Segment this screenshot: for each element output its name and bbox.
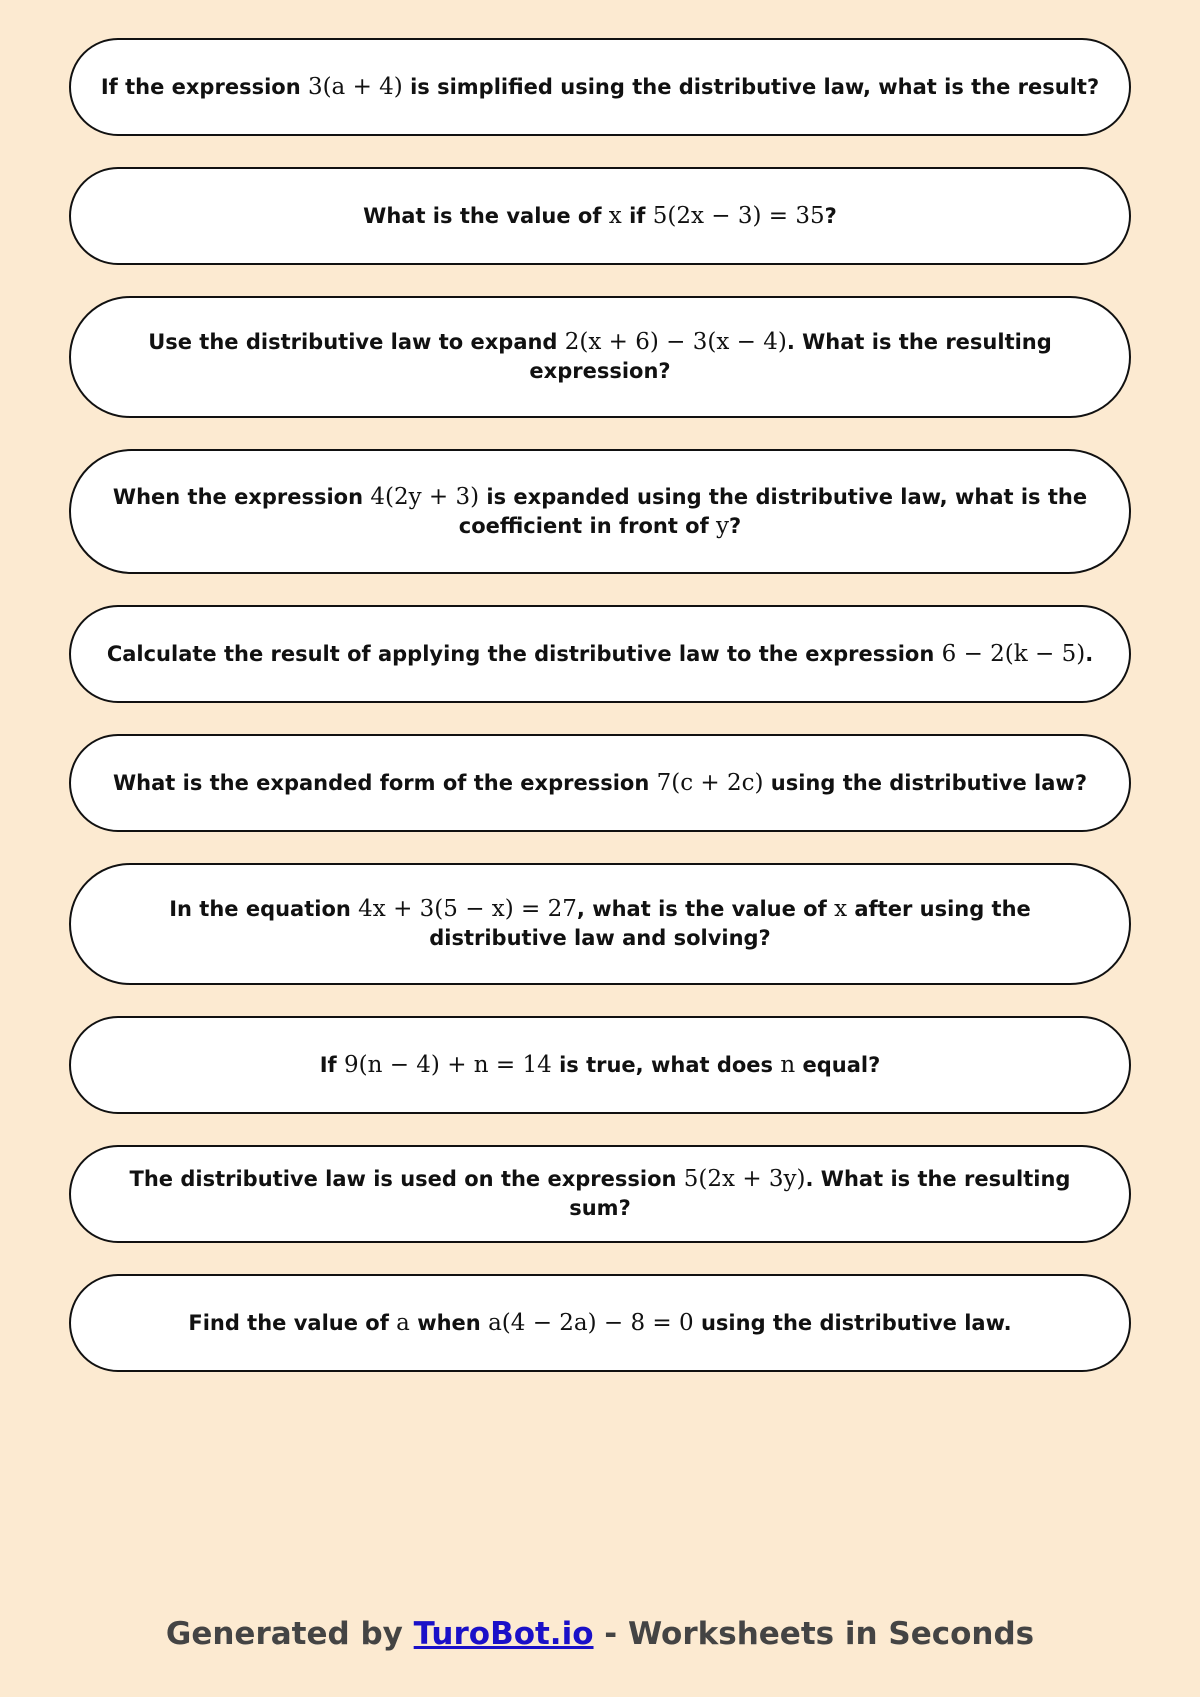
question-text-segment: If — [319, 1052, 344, 1077]
math-expression: 5(2x − 3) = 35 — [652, 202, 825, 229]
question-card-1 — [69, 38, 1131, 136]
question-text-segment: The distributive law is used on the expression — [129, 1167, 684, 1191]
math-expression: 2(x + 6) − 3(x − 4) — [564, 329, 787, 355]
question-text-segment: . — [1085, 641, 1094, 666]
question-text-segment: If the expression — [100, 74, 308, 99]
question-text-7 — [97, 895, 1103, 953]
question-text-9 — [97, 1165, 1103, 1223]
question-text-segment: , what is the value of — [576, 897, 835, 921]
math-expression: n — [780, 1051, 796, 1078]
question-text-segment: is expanded using the distributive law, what is the coefficient in front of — [458, 484, 1088, 538]
question-card-9 — [69, 1145, 1131, 1243]
math-expression: 7(c + 2c) — [656, 769, 764, 796]
question-card-6 — [69, 734, 1131, 832]
question-text-segment: ? — [729, 513, 742, 538]
question-text-segment: What is the expanded form of the expression — [113, 770, 657, 795]
math-expression: 4(2y + 3) — [370, 483, 480, 510]
question-card-10 — [69, 1274, 1131, 1372]
math-expression: a — [396, 1309, 410, 1336]
question-text-5 — [107, 640, 1093, 669]
math-expression: y — [716, 512, 730, 539]
question-text-segment: Use the distributive law to expand — [148, 330, 565, 354]
question-text-segment: . What is the resulting expression? — [529, 330, 1052, 383]
question-text-2 — [363, 202, 837, 231]
question-text-segment: using the distributive law? — [763, 770, 1087, 795]
question-text-segment: is simplified using the distributive law, what is the result? — [402, 74, 1100, 99]
math-expression: 5(2x + 3y) — [683, 1166, 806, 1192]
question-text-6 — [113, 769, 1087, 798]
math-expression: 9(n − 4) + n = 14 — [343, 1051, 552, 1078]
math-expression: 6 − 2(k − 5) — [941, 640, 1086, 667]
question-text-1 — [101, 73, 1099, 102]
question-text-segment: Find the value of — [188, 1310, 397, 1335]
question-text-segment: when — [409, 1310, 489, 1335]
question-text-segment: ? — [824, 203, 837, 228]
question-text-segment: . What is the resulting sum? — [569, 1167, 1071, 1220]
question-text-3 — [97, 328, 1103, 386]
question-text-segment: What is the value of — [363, 203, 609, 228]
question-card-5 — [69, 605, 1131, 703]
turobot-link[interactable]: TuroBot.io — [413, 1616, 594, 1652]
question-text-segment: When the expression — [112, 484, 371, 509]
footer-prefix: Generated by — [165, 1616, 414, 1652]
question-text-8 — [320, 1051, 881, 1080]
question-text-segment: using the distributive law. — [693, 1310, 1012, 1335]
footer-credit — [0, 1616, 1200, 1652]
math-expression: 3(a + 4) — [307, 73, 403, 100]
question-card-2 — [69, 167, 1131, 265]
question-text-10 — [188, 1309, 1011, 1338]
question-text-segment: after using the distributive law and solving? — [429, 897, 1031, 950]
question-text-segment: is true, what does — [551, 1052, 781, 1077]
question-text-segment: if — [621, 203, 653, 228]
math-expression: 4x + 3(5 − x) = 27 — [358, 896, 577, 922]
math-expression: a(4 − 2a) − 8 = 0 — [488, 1309, 694, 1336]
footer-suffix: - Worksheets in Seconds — [593, 1616, 1035, 1652]
question-card-3 — [69, 296, 1131, 418]
question-card-7 — [69, 863, 1131, 985]
question-text-segment: In the equation — [169, 897, 359, 921]
question-card-8 — [69, 1016, 1131, 1114]
question-text-4 — [97, 483, 1103, 541]
math-expression: x — [608, 202, 622, 229]
question-text-segment: equal? — [795, 1052, 881, 1077]
question-text-segment: Calculate the result of applying the distributive law to the expression — [106, 641, 942, 666]
question-card-4 — [69, 449, 1131, 574]
math-expression: x — [834, 896, 848, 922]
